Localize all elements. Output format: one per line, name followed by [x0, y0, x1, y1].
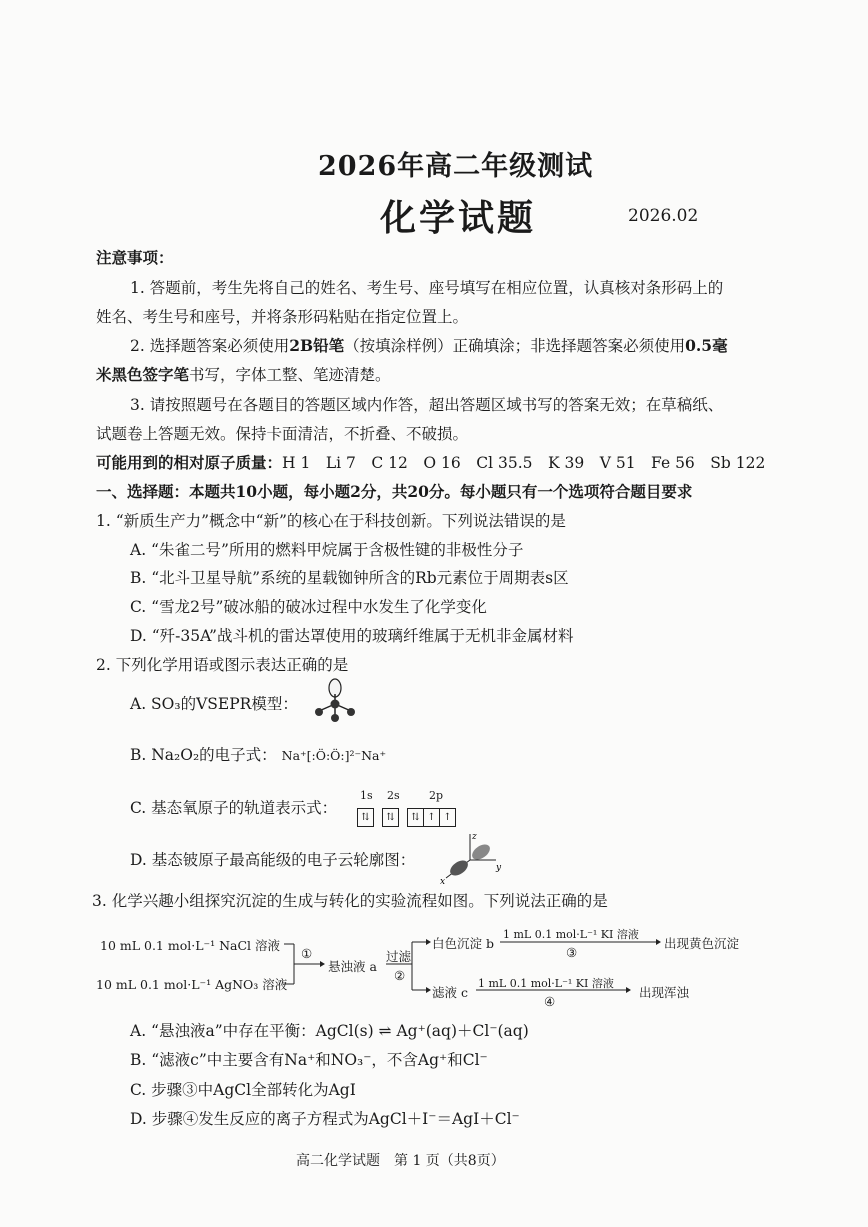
atomic-mass-label: 可能用到的相对原子质量： — [96, 453, 283, 472]
orbital-box-2s: ⇅ — [382, 808, 399, 827]
flow-precip-b: 白色沉淀 b — [432, 936, 494, 951]
orbital-box-2p-1: ⇅ — [407, 808, 424, 827]
q1-option-c: C. “雪龙2号”破冰船的破冰过程中水发生了化学变化 — [130, 598, 487, 616]
orbital-label-2p: 2p — [429, 789, 444, 802]
q2-stem: 2. 下列化学用语或图示表达正确的是 — [96, 656, 349, 674]
axis-label-z: z — [472, 832, 477, 842]
orbital-label-1s: 1s — [360, 789, 373, 802]
exam-title: 2026年高二年级测试 — [318, 151, 594, 182]
orbital-diagram — [357, 808, 455, 827]
q1-option-a: A. “朱雀二号”所用的燃料甲烷属于含极性键的非极性分子 — [130, 541, 524, 559]
notice-item-2-line-1 — [130, 335, 728, 357]
notice-item-2-d: 0.5毫 — [685, 336, 728, 355]
electron-cloud-icon — [434, 830, 506, 886]
orbital-label-2s: 2s — [387, 789, 400, 802]
flow-product-a: 悬浊液 a — [328, 959, 377, 974]
atomic-mass-line — [96, 452, 765, 474]
flow-reagent-nacl: 10 mL 0.1 mol·L⁻¹ NaCl 溶液 — [100, 938, 281, 953]
notice-item-1-line-1: 1. 答题前，考生先将自己的姓名、考生号、座号填写在相应位置，认真核对条形码上的 — [130, 279, 724, 297]
notice-item-2-e: 米黑色签字笔 — [96, 365, 190, 384]
notice-item-2-f: 书写，字体工整、笔迹清楚。 — [189, 366, 391, 384]
orbital-box-1s: ⇅ — [357, 808, 374, 827]
flow-ki-reagent-1: 1 mL 0.1 mol·L⁻¹ KI 溶液 — [503, 928, 639, 941]
axis-label-y: y — [496, 863, 502, 873]
flow-reagent-agno3: 10 mL 0.1 mol·L⁻¹ AgNO₃ 溶液 — [96, 977, 288, 992]
section-heading: 一、选择题：本题共10小题，每小题2分，共20分。每小题只有一个选项符合题目要求 — [96, 482, 693, 501]
sodium-peroxide-electron-formula: Na⁺[:Ö:Ö:]²⁻Na⁺ — [281, 748, 387, 763]
q3-option-d: D. 步骤④发生反应的离子方程式为AgCl＋I⁻＝AgI＋Cl⁻ — [130, 1110, 520, 1128]
flow-result-1: 出现黄色沉淀 — [664, 936, 740, 951]
flow-step-2: ② — [394, 968, 406, 983]
flow-filter-label: 过滤 — [386, 949, 412, 964]
flow-filtrate-c: 滤液 c — [432, 985, 468, 1000]
flow-step-1: ① — [301, 946, 313, 961]
q3-option-a: A. “悬浊液a”中存在平衡：AgCl(s) ⇌ Ag⁺(aq)＋Cl⁻(aq) — [130, 1022, 529, 1040]
q1-option-b: B. “北斗卫星导航”系统的星载铷钟所含的Rb元素位于周期表s区 — [130, 569, 569, 587]
notice-item-3-line-2: 试题卷上答题无效。保持卡面清洁，不折叠、不破损。 — [96, 425, 469, 443]
vsepr-model-icon — [308, 678, 364, 724]
q2-option-c: C. 基态氧原子的轨道表示式： — [130, 799, 338, 817]
notice-item-2-c: （按填涂样例）正确填涂；非选择题答案必须使用 — [344, 337, 686, 355]
q3-option-b: B. “滤液c”中主要含有Na⁺和NO₃⁻，不含Ag⁺和Cl⁻ — [130, 1051, 488, 1069]
flow-step-3: ③ — [566, 945, 578, 960]
q2-option-a: A. SO₃的VSEPR模型： — [130, 695, 298, 713]
flow-step-4: ④ — [544, 994, 556, 1009]
orbital-box-2p-3: ↑ — [439, 808, 456, 827]
orbital-box-2p-2: ↑ — [423, 808, 440, 827]
q2-option-d: D. 基态铍原子最高能级的电子云轮廓图： — [130, 851, 416, 869]
notice-item-2-b: 2B铅笔 — [289, 336, 345, 355]
exam-date: 2026.02 — [628, 206, 699, 226]
notice-heading: 注意事项： — [96, 248, 174, 267]
axis-label-x: x — [440, 877, 446, 886]
notice-item-3-line-1: 3. 请按照题号在各题目的答题区域内作答，超出答题区域书写的答案无效；在草稿纸、 — [130, 396, 724, 414]
q2-option-b-label: B. Na₂O₂的电子式： — [130, 746, 277, 764]
notice-item-2-line-2 — [96, 364, 391, 386]
q3-stem: 3. 化学兴趣小组探究沉淀的生成与转化的实验流程如图。下列说法正确的是 — [92, 892, 608, 910]
atomic-mass-values: H 1 Li 7 C 12 O 16 Cl 35.5 K 39 V 51 Fe 56 Sb 122 — [282, 454, 766, 472]
q3-option-c: C. 步骤③中AgCl全部转化为AgI — [130, 1081, 356, 1099]
q1-stem: 1. “新质生产力”概念中“新”的核心在于科技创新。下列说法错误的是 — [96, 512, 566, 530]
q1-option-d: D. “歼-35A”战斗机的雷达罩使用的玻璃纤维属于无机非金属材料 — [130, 627, 574, 645]
flow-result-2: 出现浑浊 — [639, 985, 690, 1000]
notice-item-1-line-2: 姓名、考生号和座号，并将条形码粘贴在指定位置上。 — [96, 308, 469, 326]
q2-option-b — [130, 744, 386, 767]
page-footer: 高二化学试题 第 1 页（共8页） — [296, 1153, 505, 1169]
flow-ki-reagent-2: 1 mL 0.1 mol·L⁻¹ KI 溶液 — [478, 977, 614, 990]
notice-item-2-a: 2. 选择题答案必须使用 — [130, 337, 290, 355]
subject-title: 化学试题 — [380, 197, 537, 239]
